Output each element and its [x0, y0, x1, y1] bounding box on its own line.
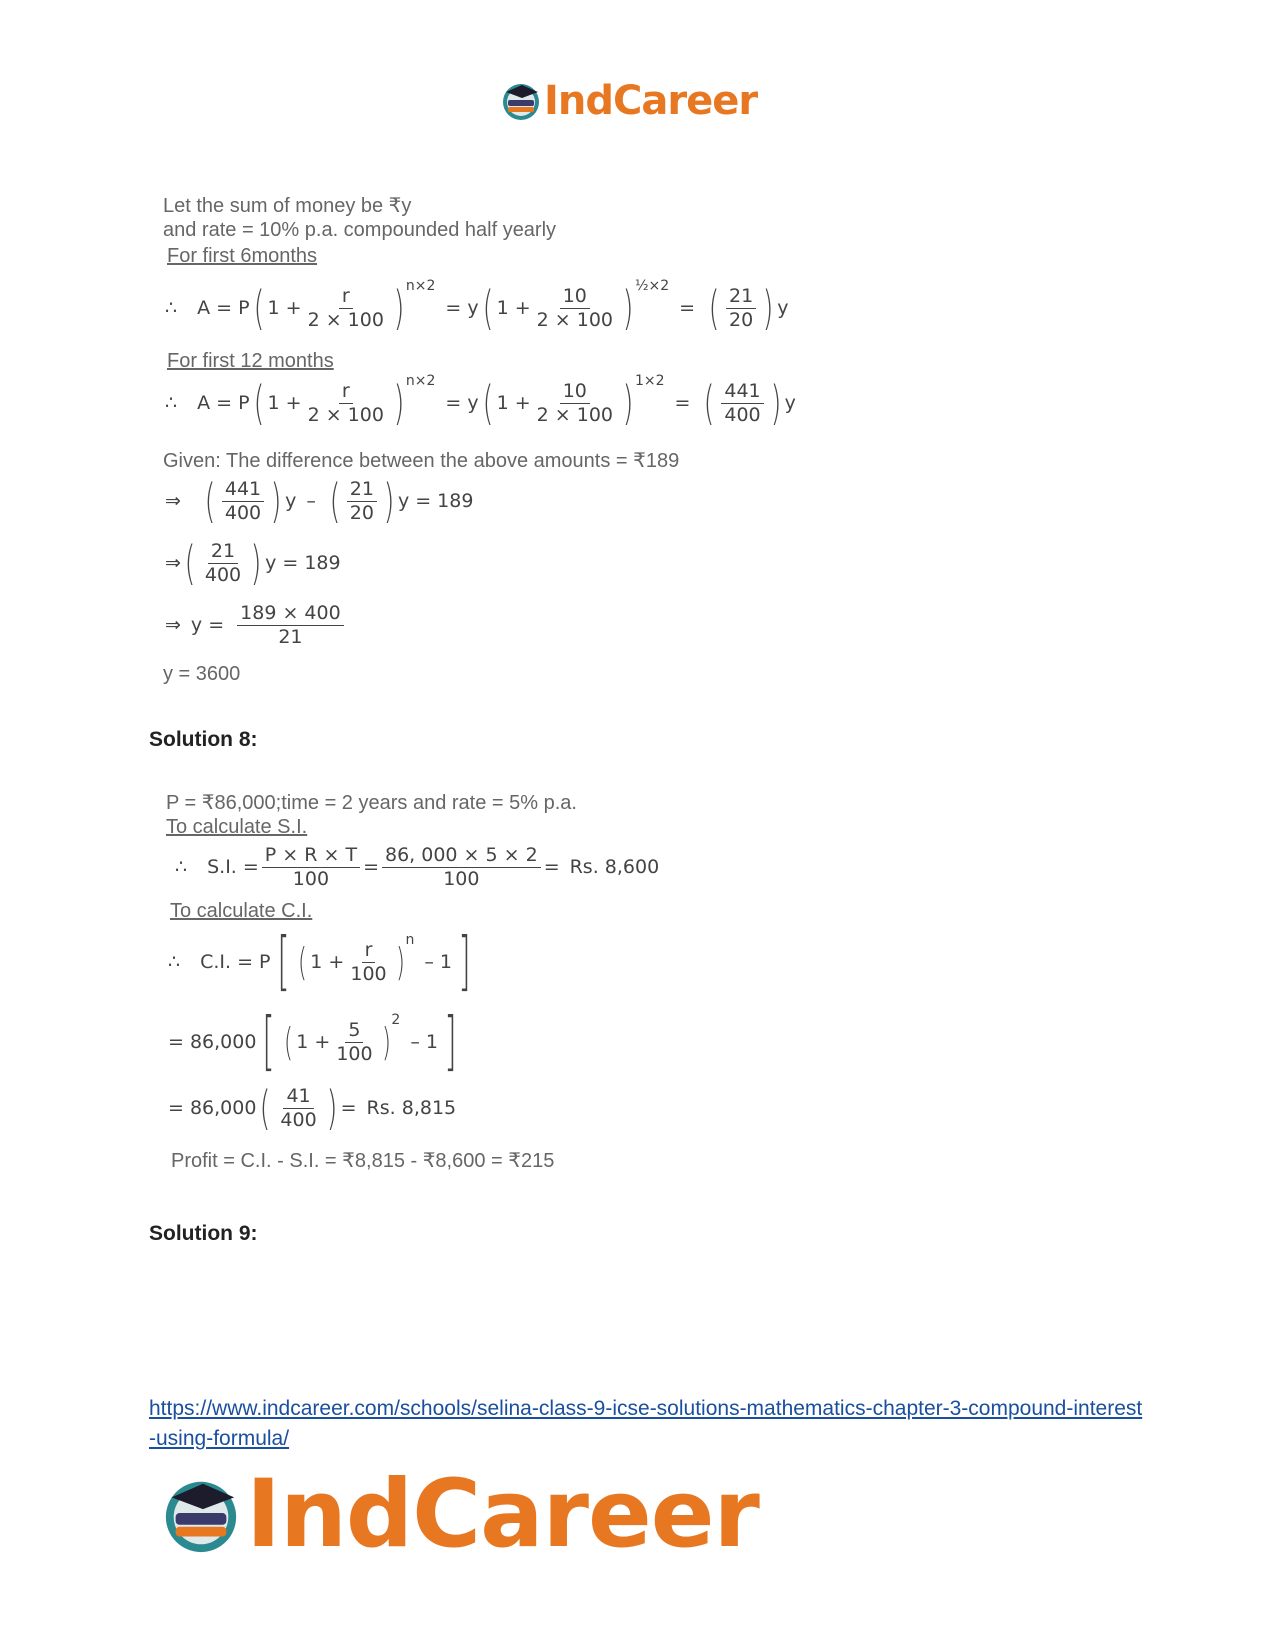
equation-6-months: ∴ A = P ( 1 + $\frac{r}{2 \times 100}$ ) n×2 = y ( 1 + $\frac{10}{2 \times 100}$ ) ½×2 = ( $\frac{21}{20}$ ) y	[165, 278, 789, 335]
equation-difference: ⇒ ( $\frac{441}{400}$ ) y – ( $\frac{21}{20}$ ) y = 189	[165, 474, 474, 528]
subheading-calculate-si: To calculate S.I.	[166, 816, 308, 838]
equation-ci-formula: ∴ C.I. = P [ ( 1 + $\frac{r}{100}$ ) n – 1 ]	[168, 925, 471, 999]
intro-line-1: Let the sum of money be ₹y	[163, 195, 412, 217]
subheading-first-6-months: For first 6months	[167, 245, 318, 267]
source-link[interactable]: https://www.indcareer.com/schools/selina-class-9-icse-solutions-mathematics-chapter-3-compound-interest-using-formula/	[149, 1397, 1143, 1450]
logo-wordmark: IndCareer	[544, 78, 758, 124]
result-y: y = 3600	[163, 663, 241, 685]
ci-result: Rs. 8,815	[366, 1097, 457, 1119]
equation-si: ∴ S.I. = $\frac{P \times R \times T}{100}$ = $\frac{86, 000 \times 5 \times 2}{100}$ = Rs. 8,600	[175, 844, 660, 890]
intro-line-2: and rate = 10% p.a. compounded half yearly	[163, 219, 557, 241]
logo-wordmark: IndCareer	[246, 1460, 759, 1569]
equation-ci-result: = 86,000 ( $\frac{41}{400}$ ) = Rs. 8,815	[168, 1081, 457, 1135]
solution-8-given: P = ₹86,000;time = 2 years and rate = 5% p.a.	[166, 792, 577, 814]
equation-solve-y: ⇒ y = $\frac{189 \times 400}{21}$	[165, 603, 347, 648]
si-result: Rs. 8,600	[569, 856, 660, 879]
equation-simplified: ⇒ ( $\frac{21}{400}$ ) y = 189	[165, 536, 341, 590]
solution-9-heading: Solution 9:	[149, 1222, 258, 1245]
solution-8-heading: Solution 8:	[149, 728, 258, 751]
given-difference: Given: The difference between the above amounts = ₹189	[163, 450, 680, 472]
equation-ci-substituted: = 86,000 [ ( 1 + $\frac{5}{100}$ ) 2 – 1 ]	[168, 1005, 457, 1079]
graduation-cap-book-icon	[160, 1474, 242, 1556]
footer-logo	[160, 1460, 759, 1569]
profit-line: Profit = C.I. - S.I. = ₹8,815 - ₹8,600 = ₹215	[171, 1150, 555, 1172]
subheading-first-12-months: For first 12 months	[167, 350, 334, 372]
graduation-cap-book-icon	[500, 80, 542, 122]
equation-12-months: ∴ A = P ( 1 + $\frac{r}{2 \times 100}$ ) n×2 = y ( 1 + $\frac{10}{2 \times 100}$ ) 1×2 = ( $\frac{441}{400}$ ) y	[165, 373, 796, 430]
subheading-calculate-ci: To calculate C.I.	[170, 900, 313, 922]
header-logo	[500, 78, 757, 124]
